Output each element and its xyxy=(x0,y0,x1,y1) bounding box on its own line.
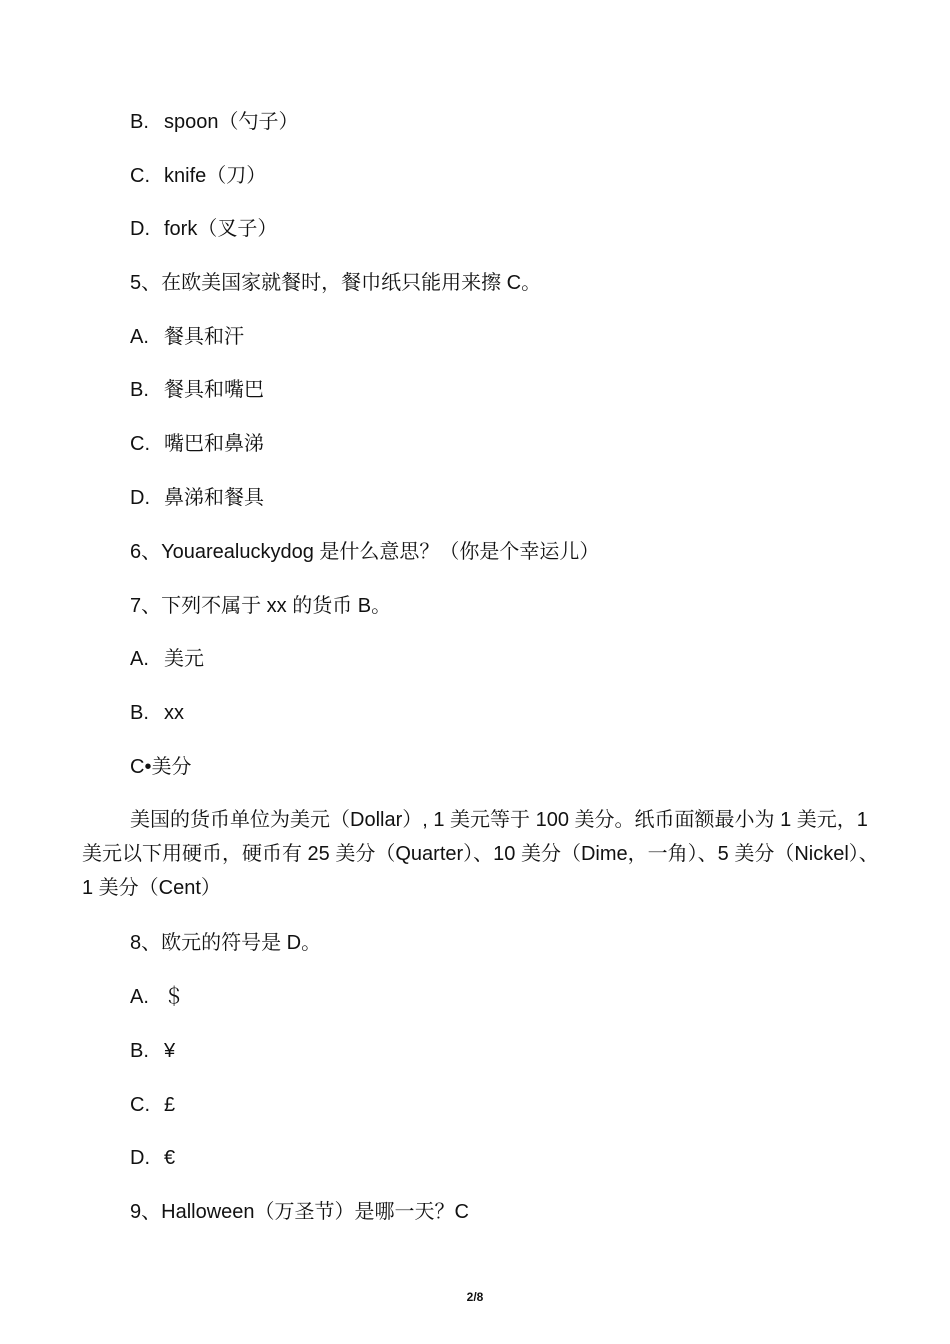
option-text: 美元 xyxy=(164,648,204,670)
option-text: £ xyxy=(164,1094,176,1116)
q8-option-a xyxy=(130,985,184,1009)
q5-option-c xyxy=(130,432,264,456)
option-text: fork（叉子） xyxy=(164,218,278,240)
option-letter: C. xyxy=(130,433,150,455)
q4-option-b xyxy=(130,110,299,134)
page-number: 2/8 xyxy=(466,1290,484,1304)
q9-question: 9、Halloween（万圣节）是哪一天？C xyxy=(130,1201,469,1223)
option-letter: A. xyxy=(130,326,149,348)
q5-option-b xyxy=(130,378,264,402)
q8-option-b xyxy=(130,1039,175,1063)
q7-explanation: 美国的货币单位为美元（Dollar）, 1 美元等于 100 美分。纸币面额最小为 1 美元，1 美元以下用硬币，硬币有 25 美分（Quarter）、10 美分（Dime，一角）、5 美分（Nickel）、1 美分（Cent） xyxy=(82,809,879,899)
option-text: 餐具和嘴巴 xyxy=(164,379,264,401)
q4-option-c xyxy=(130,164,266,188)
option-text: xx xyxy=(164,702,184,724)
q8-option-c xyxy=(130,1093,175,1117)
option-text: 鼻涕和餐具 xyxy=(164,487,264,509)
option-letter: C. xyxy=(130,165,150,187)
option-letter: A. xyxy=(130,986,149,1008)
q4-option-d xyxy=(130,217,277,241)
q7-option-a xyxy=(130,647,204,671)
option-text: € xyxy=(164,1147,176,1169)
q5-option-d xyxy=(130,486,264,510)
option-letter: D. xyxy=(130,218,150,240)
option-letter: B. xyxy=(130,379,149,401)
option-text: ¥ xyxy=(164,1040,176,1062)
option-text: 嘴巴和鼻涕 xyxy=(164,433,264,455)
option-text: 餐具和汗 xyxy=(164,326,244,348)
option-letter: D. xyxy=(130,487,150,509)
option-text: spoon（勺子） xyxy=(164,111,299,133)
q5-option-a xyxy=(130,325,244,349)
option-letter: A. xyxy=(130,648,149,670)
q7-question: 7、下列不属于 xx 的货币 B。 xyxy=(130,595,392,617)
q7-option-b xyxy=(130,701,184,725)
option-letter: C. xyxy=(130,1094,150,1116)
option-text: knife（刀） xyxy=(164,165,267,187)
q5-question: 5、在欧美国家就餐时，餐巾纸只能用来擦 C。 xyxy=(130,272,542,294)
option-letter: B. xyxy=(130,111,149,133)
q7-option-c: C•美分 xyxy=(130,756,192,778)
option-letter: B. xyxy=(130,702,149,724)
q8-option-d xyxy=(130,1146,175,1170)
option-letter: D. xyxy=(130,1147,150,1169)
q6-question: 6、Youarealuckydog 是什么意思？（你是个幸运儿） xyxy=(130,541,600,563)
option-text: ＄ xyxy=(164,986,184,1008)
option-letter: B. xyxy=(130,1040,149,1062)
q8-question: 8、欧元的符号是 D。 xyxy=(130,932,322,954)
